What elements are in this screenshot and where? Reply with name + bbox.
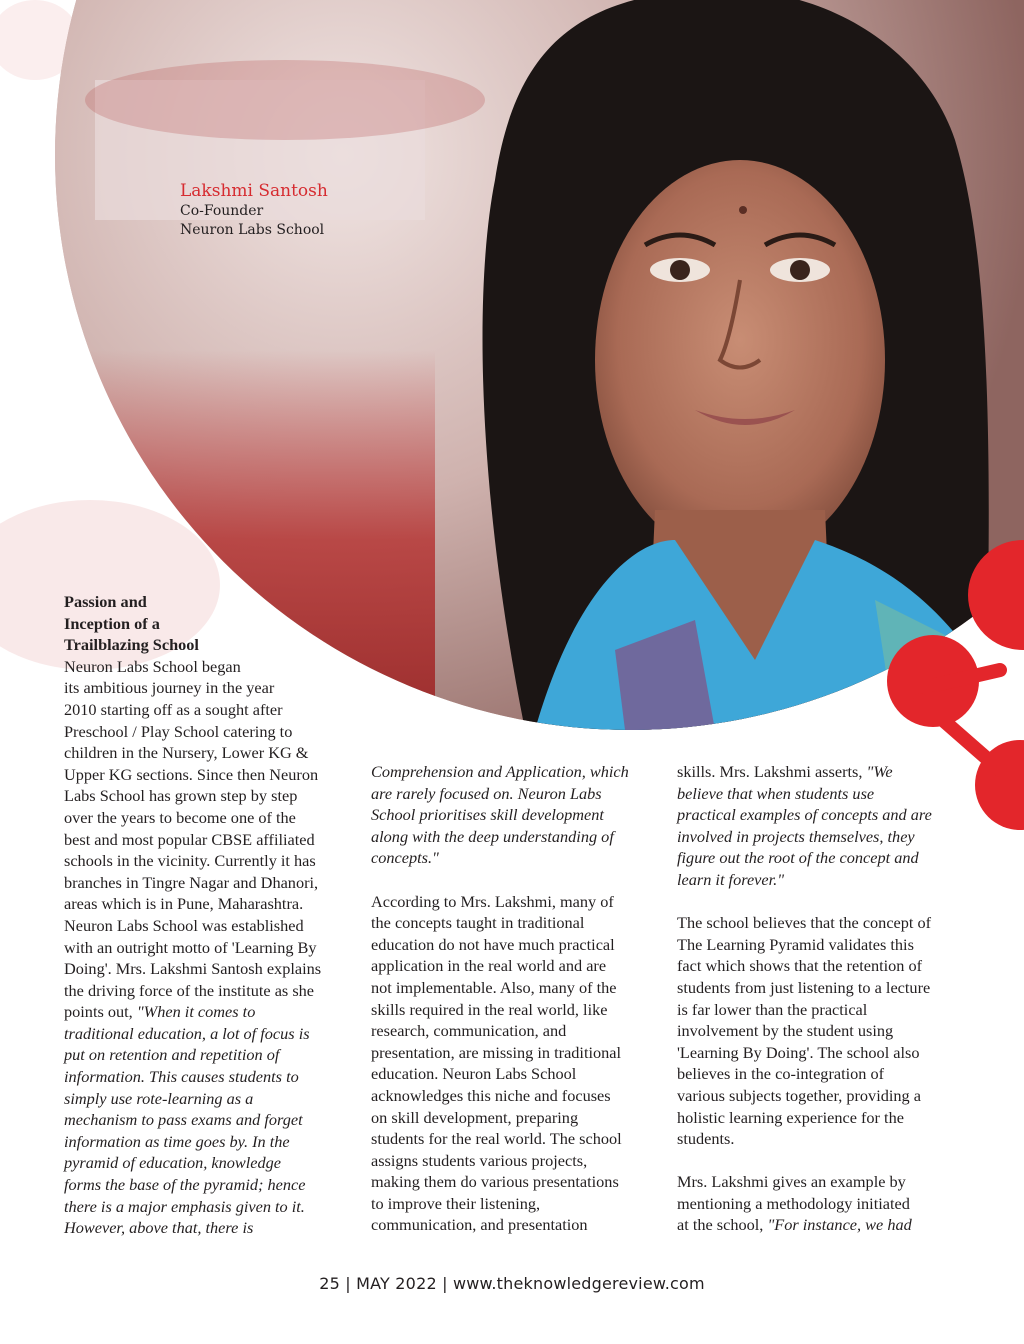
body-text: points out, [64, 1002, 137, 1022]
body-text: various subjects together, providing a [677, 1085, 921, 1105]
text-line [677, 826, 967, 848]
text-line [677, 761, 967, 783]
text-line [64, 1066, 354, 1088]
body-text: Neuron Labs School was established [64, 915, 304, 935]
body-text: education. Neuron Labs School [371, 1064, 577, 1084]
text-line [64, 915, 354, 937]
photo-caption [180, 180, 380, 240]
quote-text: "When it comes to [136, 1002, 256, 1022]
text-line [64, 656, 354, 678]
text-line [371, 1171, 661, 1193]
body-text: fact which shows that the retention of [677, 956, 923, 976]
text-line [64, 677, 354, 699]
text-line [371, 912, 661, 934]
body-text: its ambitious journey in the year [64, 678, 275, 698]
body-text: students. [677, 1129, 735, 1149]
quote-text: are rarely focused on. Neuron Labs [371, 783, 602, 803]
quote-text: "We [866, 762, 893, 781]
quote-text: along with the deep understanding of [371, 826, 614, 846]
body-text: acknowledges this niche and focuses [371, 1085, 611, 1105]
body-text: assigns students various projects, [371, 1150, 588, 1170]
text-line [64, 850, 354, 872]
text-line [64, 1174, 354, 1196]
text-line [64, 1109, 354, 1131]
quote-text: Comprehension and Application, which [371, 762, 629, 781]
quote-text: pyramid of education, knowledge [64, 1153, 282, 1173]
text-line [677, 1171, 967, 1193]
text-line [677, 1085, 967, 1107]
text-line [677, 869, 967, 891]
body-text: the concepts taught in traditional [371, 913, 585, 933]
text-line [64, 1196, 354, 1218]
body-text: The school believes that the concept of [677, 913, 932, 933]
quote-text: mechanism to pass exams and forget [64, 1110, 303, 1130]
text-line [371, 783, 661, 805]
text-line [677, 1063, 967, 1085]
quote-text: practical examples of concepts and are [677, 805, 932, 825]
text-line [677, 912, 967, 934]
quote-text: figure out the root of the concept and [677, 848, 919, 868]
text-line [371, 934, 661, 956]
section-heading: Trailblazing School [64, 635, 199, 655]
quote-text: believe that when students use [677, 783, 875, 803]
paragraph-gap [371, 869, 661, 891]
column-body [677, 761, 967, 1236]
text-line [64, 1023, 354, 1045]
quote-text: forms the base of the pyramid; hence [64, 1175, 306, 1195]
body-text: on skill development, preparing [371, 1107, 579, 1127]
body-text: skills. Mrs. Lakshmi asserts, [677, 762, 867, 781]
paragraph-gap [677, 1150, 967, 1172]
text-line [677, 1128, 967, 1150]
text-line [64, 872, 354, 894]
body-text: students from just listening to a lecture [677, 977, 931, 997]
quote-text: there is a major emphasis given to it. [64, 1196, 305, 1216]
body-text: students for the real world. The school [371, 1129, 622, 1149]
body-text: Upper KG sections. Since then Neuron [64, 764, 319, 784]
text-line [64, 742, 354, 764]
text-line [64, 785, 354, 807]
person-organization: Neuron Labs School [180, 222, 325, 238]
column-body [64, 656, 354, 1239]
body-text: research, communication, and [371, 1021, 567, 1041]
quote-text: simply use rote-learning as a [64, 1088, 254, 1108]
text-line [371, 1214, 661, 1236]
text-line [371, 1063, 661, 1085]
body-text: 'Learning By Doing'. The school also [677, 1042, 920, 1062]
body-text: holistic learning experience for the [677, 1107, 904, 1127]
text-line [677, 977, 967, 999]
quote-text: learn it forever." [677, 869, 785, 889]
quote-text: information as time goes by. In the [64, 1131, 290, 1151]
text-line [371, 761, 661, 783]
text-line [677, 955, 967, 977]
text-line [64, 1152, 354, 1174]
body-text: schools in the vicinity. Currently it has [64, 851, 316, 871]
text-line [371, 955, 661, 977]
body-text: to improve their listening, [371, 1193, 541, 1213]
text-line [371, 804, 661, 826]
quote-text: However, above that, there is [64, 1218, 254, 1238]
text-line [64, 937, 354, 959]
text-line [677, 1020, 967, 1042]
text-line [677, 847, 967, 869]
body-text: is far lower than the practical [677, 999, 868, 1019]
section-heading: Inception of a [64, 613, 160, 633]
text-line [677, 1214, 967, 1236]
quote-text: involved in projects themselves, they [677, 826, 915, 846]
text-line [371, 847, 661, 869]
text-line [64, 1217, 354, 1239]
text-line [64, 980, 354, 1002]
body-text: best and most popular CBSE affiliated [64, 829, 315, 849]
body-text: Labs School has grown step by step [64, 786, 298, 806]
text-column-3 [677, 761, 967, 1236]
body-text: involvement by the student using [677, 1021, 894, 1041]
body-text: The Learning Pyramid validates this [677, 934, 914, 954]
quote-text: School prioritises skill development [371, 805, 604, 825]
quote-text: traditional education, a lot of focus is [64, 1023, 310, 1043]
text-line [371, 999, 661, 1021]
text-line [371, 1107, 661, 1129]
text-column-2 [371, 761, 661, 1236]
text-line [371, 1150, 661, 1172]
body-text: believes in the co-integration of [677, 1064, 885, 1084]
body-text: mentioning a methodology initiated [677, 1193, 910, 1213]
body-text: application in the real world and are [371, 956, 607, 976]
body-text: over the years to become one of the [64, 807, 296, 827]
text-line [371, 891, 661, 913]
text-line [64, 807, 354, 829]
text-line [64, 1131, 354, 1153]
page-footer: 25 | MAY 2022 | www.theknowledgereview.com [319, 1274, 705, 1293]
text-line [371, 1085, 661, 1107]
body-text: skills required in the real world, like [371, 999, 608, 1019]
text-line [677, 1193, 967, 1215]
body-text: the driving force of the institute as she [64, 980, 315, 1000]
body-text: areas which is in Pune, Maharashtra. [64, 894, 304, 914]
text-line [371, 1020, 661, 1042]
body-text: at the school, [677, 1215, 768, 1235]
text-line [64, 1001, 354, 1023]
text-line [64, 893, 354, 915]
body-text: not implementable. Also, many of the [371, 977, 617, 997]
body-text: making them do various presentations [371, 1172, 619, 1192]
quote-text: concepts." [371, 848, 439, 868]
text-line [371, 826, 661, 848]
person-role: Co-Founder [180, 203, 264, 219]
quote-text: put on retention and repetition of [64, 1045, 280, 1065]
quote-text: "For instance, we had [767, 1215, 912, 1235]
text-line [64, 764, 354, 786]
text-line [371, 1193, 661, 1215]
paragraph-gap [677, 891, 967, 913]
body-text: education do not have much practical [371, 934, 615, 954]
text-line [64, 1088, 354, 1110]
body-text: Mrs. Lakshmi gives an example by [677, 1172, 906, 1192]
text-line [677, 934, 967, 956]
body-text: 2010 starting off as a sought after [64, 699, 283, 719]
text-line [677, 999, 967, 1021]
text-line [64, 699, 354, 721]
body-text: presentation, are missing in traditional [371, 1042, 622, 1062]
section-heading: Passion and [64, 592, 147, 611]
text-line [64, 958, 354, 980]
text-line [371, 1042, 661, 1064]
quote-text: information. This causes students to [64, 1067, 299, 1087]
text-line [371, 977, 661, 999]
column-body [371, 761, 661, 1236]
body-text: Doing'. Mrs. Lakshmi Santosh explains [64, 959, 322, 979]
body-text: children in the Nursery, Lower KG & [64, 743, 309, 763]
body-text: with an outright motto of 'Learning By [64, 937, 317, 957]
text-line [64, 1044, 354, 1066]
text-column-1 [64, 591, 354, 1239]
text-line [677, 1107, 967, 1129]
body-text: Neuron Labs School began [64, 656, 241, 676]
text-line [371, 1128, 661, 1150]
text-line [64, 721, 354, 743]
body-text: According to Mrs. Lakshmi, many of [371, 891, 614, 911]
text-line [677, 1042, 967, 1064]
body-text: communication, and presentation [371, 1215, 588, 1235]
body-text: Preschool / Play School catering to [64, 721, 293, 741]
text-line [64, 829, 354, 851]
person-name: Lakshmi Santosh [180, 181, 328, 201]
body-text: branches in Tingre Nagar and Dhanori, [64, 872, 319, 892]
text-line [677, 783, 967, 805]
text-line [677, 804, 967, 826]
